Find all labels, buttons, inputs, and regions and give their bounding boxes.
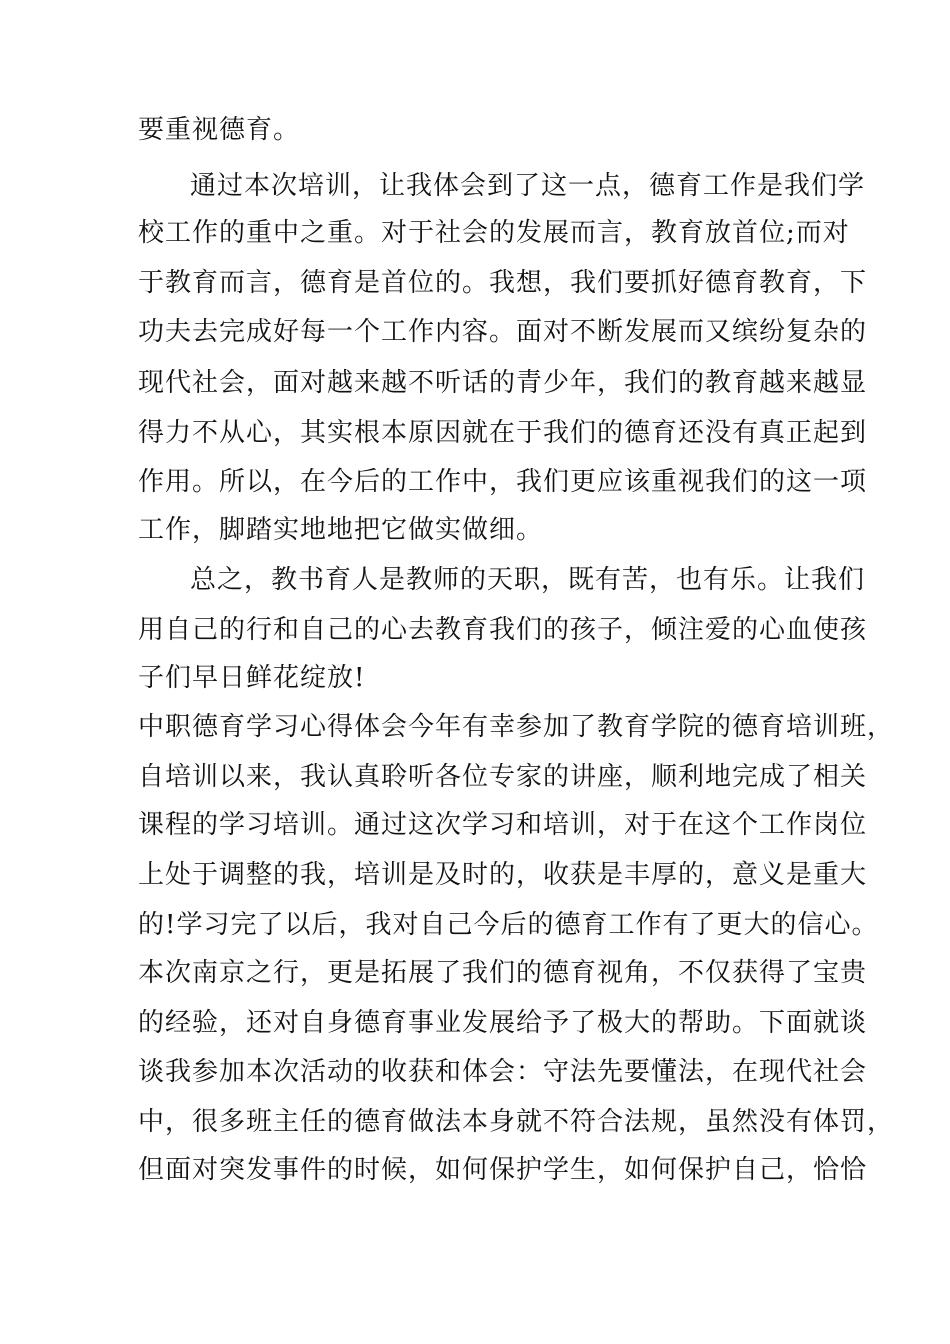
text-line: 得力不从心，其实根本原因就在于我们的德育还没有真正起到: [138, 418, 868, 448]
text-line: 中职德育学习心得体会今年有幸参加了教育学院的德育培训班，: [138, 712, 895, 742]
text-line: 通过本次培训，让我体会到了这一点，德育工作是我们学: [190, 171, 866, 201]
text-line: 用自己的行和自己的心去教育我们的孩子，倾注爱的心血使孩: [138, 615, 868, 645]
text-line: 上处于调整的我，培训是及时的，收获是丰厚的，意义是重大: [138, 860, 868, 890]
text-line: 作用。所以，在今后的工作中，我们更应该重视我们的这一项: [138, 467, 868, 497]
text-line: 功夫去完成好每一个工作内容。面对不断发展而又缤纷复杂的: [138, 317, 868, 347]
text-line: 于教育而言，德育是首位的。我想，我们要抓好德育教育，下: [138, 268, 868, 298]
text-line: 子们早日鲜花绽放!: [138, 663, 366, 693]
text-line: 谈我参加本次活动的收获和体会：守法先要懂法，在现代社会: [138, 1057, 868, 1087]
text-line: 中，很多班主任的德育做法本身就不符合法规，虽然没有体罚，: [138, 1107, 895, 1137]
text-line: 自培训以来，我认真聆听各位专家的讲座，顺利地完成了相关: [138, 762, 868, 792]
text-line: 的经验，还对自身德育事业发展给予了极大的帮助。下面就谈: [138, 1008, 868, 1038]
text-line: 工作，脚踏实地地把它做实做细。: [138, 515, 544, 545]
text-line: 但面对突发事件的时候，如何保护学生，如何保护自己，恰恰: [138, 1155, 868, 1185]
text-line: 校工作的重中之重。对于社会的发展而言，教育放首位;而对: [138, 218, 850, 248]
text-line: 本次南京之行，更是拓展了我们的德育视角，不仅获得了宝贵: [138, 958, 868, 988]
text-line: 现代社会，面对越来越不听话的青少年，我们的教育越来越显: [138, 368, 868, 398]
text-line: 的!学习完了以后，我对自己今后的德育工作有了更大的信心。: [138, 910, 879, 940]
text-line: 课程的学习培训。通过这次学习和培训，对于在这个工作岗位: [138, 810, 868, 840]
text-line: 总之，教书育人是教师的天职，既有苦，也有乐。让我们: [190, 565, 866, 595]
text-line: 要重视德育。: [138, 115, 301, 145]
